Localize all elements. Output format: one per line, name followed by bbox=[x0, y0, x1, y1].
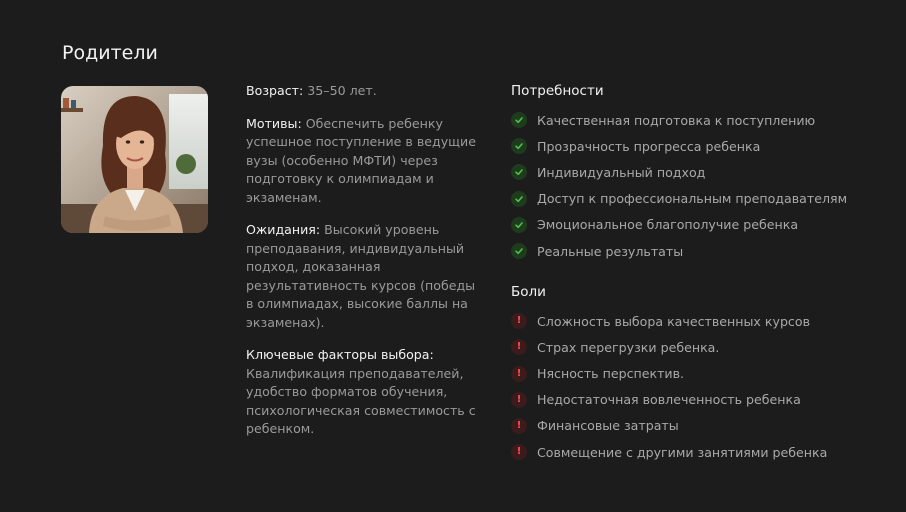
pain-label: Финансовые затраты bbox=[537, 418, 679, 434]
pain-label: Совмещение с другими занятиями ребенка bbox=[537, 444, 828, 460]
need-item bbox=[511, 238, 881, 264]
check-circle-icon bbox=[511, 243, 527, 259]
need-label: Прозрачность прогресса ребенка bbox=[537, 138, 761, 154]
alert-circle-icon: ! bbox=[511, 444, 527, 460]
pain-item bbox=[511, 413, 881, 439]
pain-label: Страх перегрузки ребенка. bbox=[537, 339, 720, 355]
need-label: Эмоциональное благополучие ребенка bbox=[537, 217, 799, 233]
need-item bbox=[511, 107, 881, 133]
need-label: Качественная подготовка к поступлению bbox=[537, 112, 816, 128]
expectations-value: Высокий уровень преподавания, индивидуальный подход, доказанная результативность курсов (победы в олимпиадах, высокие баллы на экзаменах). bbox=[246, 222, 476, 330]
motives-block bbox=[246, 115, 478, 208]
check-circle-icon bbox=[511, 138, 527, 154]
needs-pains-column bbox=[511, 82, 881, 465]
pains-section bbox=[511, 283, 881, 465]
pains-list bbox=[511, 308, 881, 465]
factors-label: Ключевые факторы выбора: bbox=[246, 347, 434, 362]
alert-circle-icon: ! bbox=[511, 339, 527, 355]
motives-label: Мотивы: bbox=[246, 115, 302, 131]
check-circle-icon bbox=[511, 112, 527, 128]
need-item bbox=[511, 186, 881, 212]
age-label: Возраст: bbox=[246, 83, 304, 98]
need-label: Доступ к профессиональным преподавателям bbox=[537, 191, 848, 207]
pain-item bbox=[511, 439, 881, 465]
pains-title: Боли bbox=[511, 284, 546, 301]
persona-photo bbox=[61, 86, 208, 233]
alert-circle-icon: ! bbox=[511, 392, 527, 408]
alert-circle-icon: ! bbox=[511, 418, 527, 434]
need-item bbox=[511, 212, 881, 238]
check-circle-icon bbox=[511, 191, 527, 207]
need-label: Реальные результаты bbox=[537, 243, 684, 259]
pain-label: Сложность выбора качественных курсов bbox=[537, 313, 810, 329]
check-circle-icon bbox=[511, 217, 527, 233]
pain-label: Недостаточная вовлеченность ребенка bbox=[537, 392, 801, 408]
pain-label: Нясность перспектив. bbox=[537, 366, 685, 382]
expectations-block bbox=[246, 221, 478, 332]
needs-section bbox=[511, 82, 881, 264]
page-title: Родители bbox=[62, 42, 158, 64]
need-label: Индивидуальный подход bbox=[537, 164, 706, 180]
motives-value: Обеспечить ребенку успешное поступление в ведущие вузы (особенно МФТИ) через подготовку к олимпиадам и экзаменам. bbox=[246, 115, 476, 205]
need-item bbox=[511, 133, 881, 159]
check-circle-icon bbox=[511, 164, 527, 180]
pain-item bbox=[511, 334, 881, 360]
pain-item bbox=[511, 387, 881, 413]
age-value: 35–50 лет. bbox=[303, 83, 377, 98]
alert-circle-icon: ! bbox=[511, 366, 527, 382]
pain-item bbox=[511, 308, 881, 334]
persona-details bbox=[246, 82, 478, 453]
factors-block bbox=[246, 346, 478, 439]
expectations-label: Ожидания: bbox=[246, 222, 321, 237]
factors-value: Квалификация преподавателей, удобство форматов обучения, психологическая совместимость с ребенком. bbox=[246, 365, 476, 436]
needs-list bbox=[511, 107, 881, 264]
needs-title: Потребности bbox=[511, 83, 604, 99]
need-item bbox=[511, 159, 881, 185]
pain-item bbox=[511, 361, 881, 387]
age-block bbox=[246, 82, 478, 101]
alert-circle-icon: ! bbox=[511, 313, 527, 329]
